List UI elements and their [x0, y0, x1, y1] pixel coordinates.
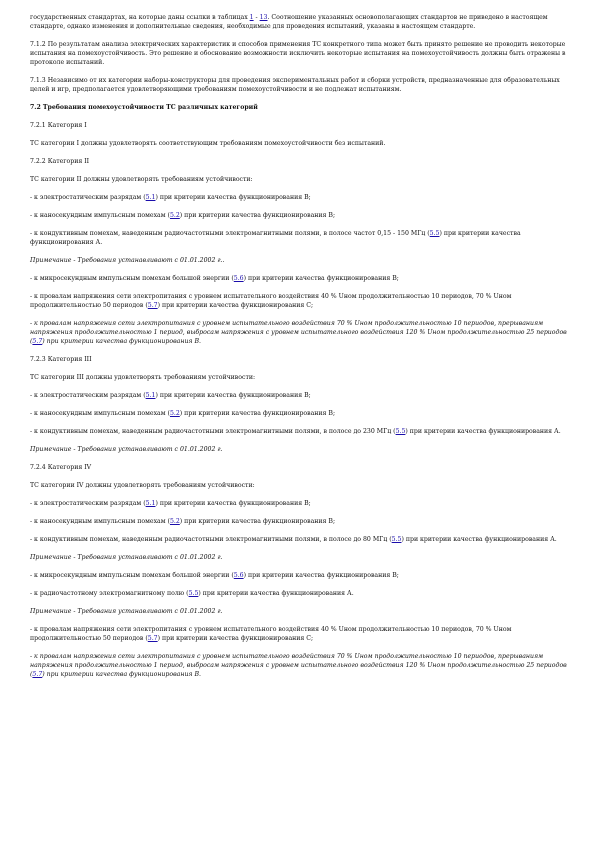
link-clause-5-2[interactable]: 5.2: [169, 518, 180, 525]
list-item-burst: - к наносекундным импульсным помехам (5.2) при критерии качества функционирования В;: [30, 212, 336, 219]
link-clause-5-1[interactable]: 5.1: [145, 500, 156, 507]
heading-7-2-2: 7.2.2 Категория II: [30, 158, 90, 165]
list-item-surge-cat4: - к микросекундным импульсным помехам большой энергии (5.6) при критерии качества функционирования В;: [30, 572, 399, 579]
link-clause-5-2[interactable]: 5.2: [169, 410, 180, 417]
list-item-conducted-cat2: - к кондуктивным помехам, наведенным радиочастотными электромагнитными полями, в полосе частот 0,15 - 150 МГц (5.5) при критерии качества функционирования А.: [30, 230, 521, 246]
list-item-esd-cat3: - к электростатическим разрядам (5.1) при критерии качества функционирования В;: [30, 392, 311, 399]
list-item-rf-field-cat4: - к радиочастотному электромагнитному полю (5.5) при критерии качества функционирования А.: [30, 590, 354, 597]
list-item-esd: - к электростатическим разрядам (5.1) при критерии качества функционирования В;: [30, 194, 311, 201]
link-clause-5-7[interactable]: 5.7: [32, 671, 43, 678]
note-2002-cat3: Примечание - Требования устанавливают с 01.01.2002 г.: [30, 446, 223, 453]
list-item-dips40-cat2: - к провалам напряжения сети электропитания с уровнем испытательного воздействия 40 % Uном продолжительностью 10 периодов, 70 % Uном продолжительностью 50 периодов (5.7) при критерии качества функционирования С;: [30, 293, 512, 309]
paragraph-category-3-intro: ТС категории III должны удовлетворять требованиям устойчивости:: [30, 374, 256, 381]
paragraph-category-4-intro: ТС категории IV должны удовлетворять требованиям устойчивости:: [30, 482, 255, 489]
list-item-dips40-cat4: - к провалам напряжения сети электропитания с уровнем испытательного воздействия 40 % Uном продолжительностью 10 периодов, 70 % Uном продолжительностью 50 периодов (5.7) при критерии качества функционирования С;: [30, 626, 512, 642]
list-item-conducted-cat3: - к кондуктивным помехам, наведенным радиочастотными электромагнитными полями, в полосе до 230 МГц (5.5) при критерии качества функционирования А.: [30, 428, 561, 435]
document-body: [30, 13, 568, 688]
paragraph-category-2-intro: ТС категории II должны удовлетворять требованиям устойчивости:: [30, 176, 253, 183]
list-item-conducted-cat4: - к кондуктивным помехам, наведенным радиочастотными электромагнитными полями, в полосе до 80 МГц (5.5) при критерии качества функционирования А.: [30, 536, 557, 543]
note-2002-cat4-b: Примечание - Требования устанавливают с 01.01.2002 г.: [30, 608, 223, 615]
heading-7-2-1: 7.2.1 Категория I: [30, 122, 87, 129]
list-item-dips70-cat4: - к провалам напряжения сети электропитания с уровнем испытательного воздействия 70 % Uном продолжительностью 10 периодов, прерываниям напряжения продолжительностью 1 период, выбросам напряжения с уровнем испытательного воздействия 120 % Uном продолжительностью 25 периодов (5.7) при критерии качества функционирования В.: [30, 653, 567, 678]
link-clause-5-5[interactable]: 5.5: [395, 428, 406, 435]
list-item-surge-cat2: - к микросекундным импульсным помехам большой энергии (5.6) при критерии качества функционирования В;: [30, 275, 399, 282]
link-clause-5-7[interactable]: 5.7: [32, 338, 43, 345]
heading-7-2-3: 7.2.3 Категория III: [30, 356, 92, 363]
heading-7-2-4: 7.2.4 Категория IV: [30, 464, 92, 471]
list-item-esd-cat4: - к электростатическим разрядам (5.1) при критерии качества функционирования В;: [30, 500, 311, 507]
paragraph-7-1-2: 7.1.2 По результатам анализа электрических характеристик и способов применения ТС конкретного типа может быть принято решение не проводить некоторые испытания на помехоустойчивость. Это решение и обоснование возможности исключить некоторые испытания на помехоустойчивость должны быть отражены в протоколе испытаний.: [30, 41, 566, 66]
link-clause-5-5[interactable]: 5.5: [188, 590, 199, 597]
note-2002-cat2: Примечание - Требования устанавливают с 01.01.2002 г..: [30, 257, 225, 264]
heading-7-2: 7.2 Требования помехоустойчивости ТС различных категорий: [30, 104, 258, 111]
link-clause-5-5[interactable]: 5.5: [429, 230, 440, 237]
link-clause-5-6[interactable]: 5.6: [233, 572, 244, 579]
paragraph-7-1-3: 7.1.3 Независимо от их категории наборы-конструкторы для проведения экспериментальных работ и сборки устройств, предназначенные для образовательных целей и игр, предполагается удовлетворяющими требованиям помехоустойчивости и не подлежат испытаниям.: [30, 77, 560, 93]
link-clause-5-1[interactable]: 5.1: [145, 194, 156, 201]
paragraph-category-1: ТС категории I должны удовлетворять соответствующим требованиям помехоустойчивости без испытаний.: [30, 140, 386, 147]
paragraph-intro: государственных стандартах, на которые даны ссылки в таблицах 1 - 13. Соотношение указанных основополагающих стандартов не приведено в настоящем стандарте, однако изменения и дополнительные сведения, необходимые для проведения испытаний, указаны в настоящем стандарте.: [30, 14, 548, 30]
link-clause-5-6[interactable]: 5.6: [233, 275, 244, 282]
link-clause-5-7[interactable]: 5.7: [147, 302, 158, 309]
list-item-burst-cat3: - к наносекундным импульсным помехам (5.2) при критерии качества функционирования В;: [30, 410, 336, 417]
link-clause-5-5[interactable]: 5.5: [391, 536, 402, 543]
link-clause-5-1[interactable]: 5.1: [145, 392, 156, 399]
list-item-dips70-cat2: - к провалам напряжения сети электропитания с уровнем испытательного воздействия 70 % Uном продолжительностью 10 периодов, прерываниям напряжения продолжительностью 1 период, выбросам напряжения с уровнем испытательного воздействия 120 % Uном продолжительностью 25 периодов (5.7) при критерии качества функционирования В.: [30, 320, 567, 345]
link-clause-5-2[interactable]: 5.2: [169, 212, 180, 219]
link-table-13[interactable]: 13: [259, 14, 268, 21]
note-2002-cat4-a: Примечание - Требования устанавливают с 01.01.2002 г.: [30, 554, 223, 561]
list-item-burst-cat4: - к наносекундным импульсным помехам (5.2) при критерии качества функционирования В;: [30, 518, 336, 525]
link-table-1[interactable]: 1: [249, 14, 254, 21]
link-clause-5-7[interactable]: 5.7: [147, 635, 158, 642]
